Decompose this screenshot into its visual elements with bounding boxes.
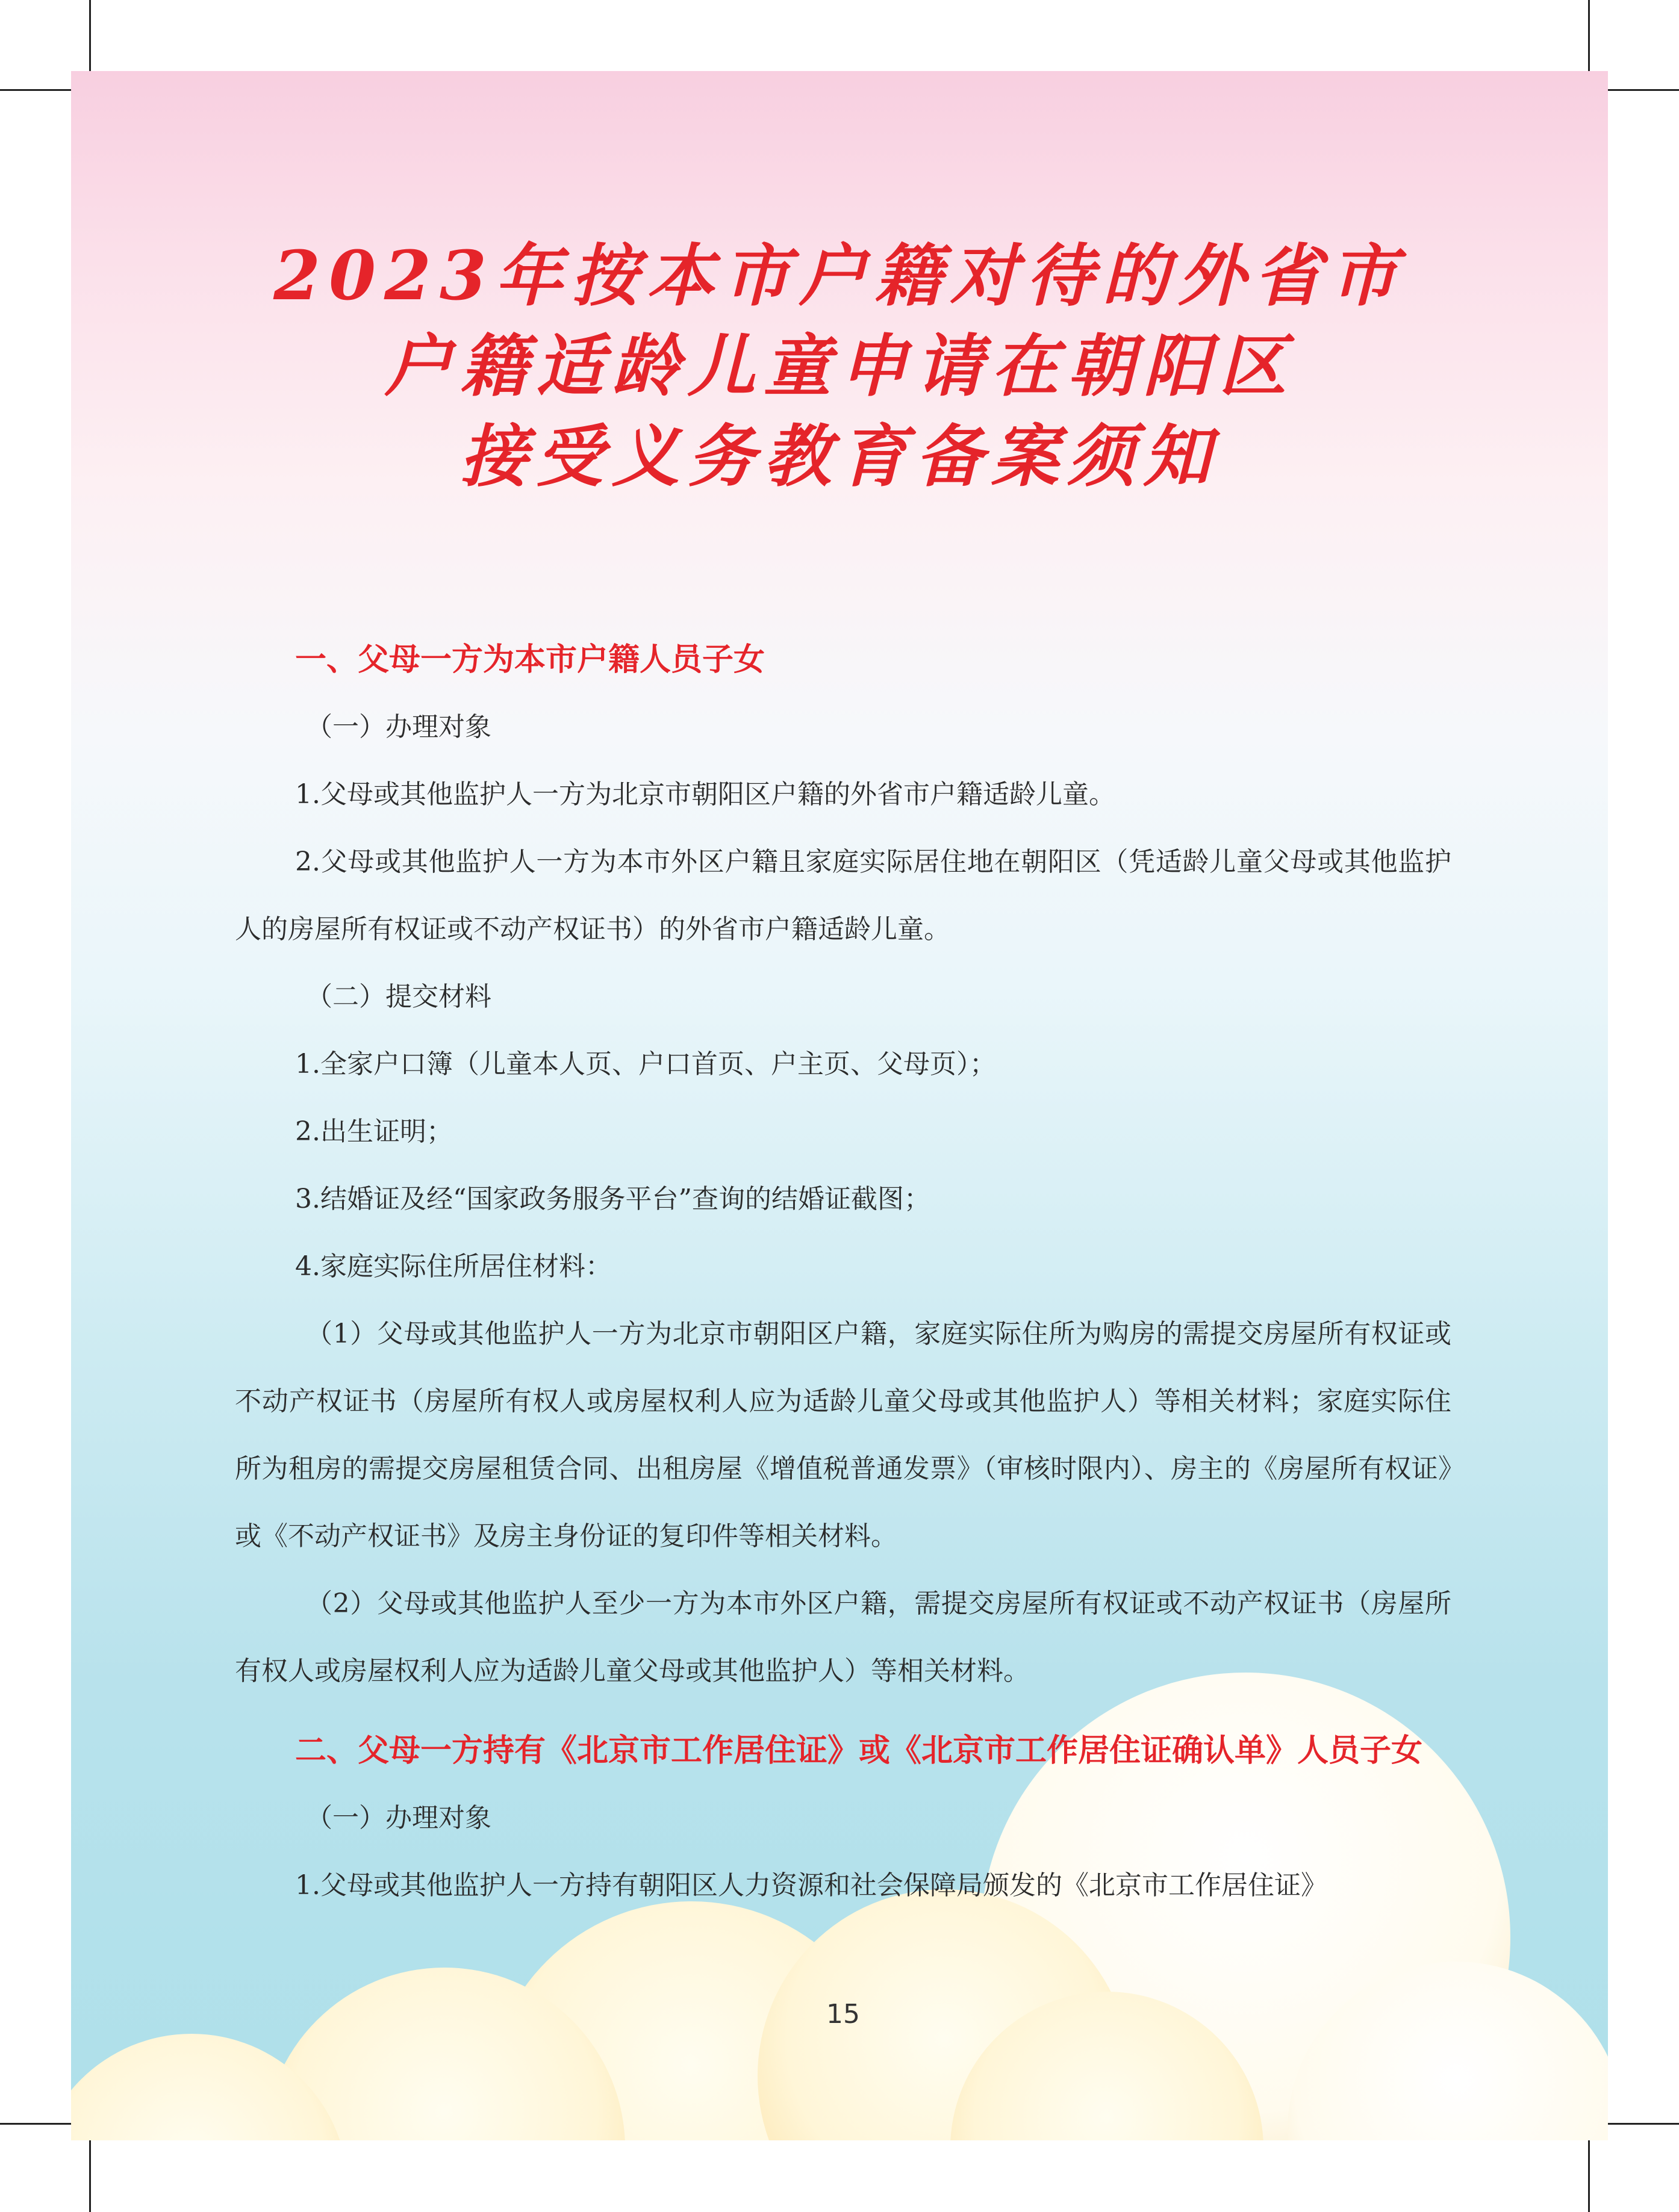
material-1: 1.全家户口簿（儿童本人页、户口首页、户主页、父母页）； xyxy=(295,1049,996,1080)
material-2: 2.出生证明； xyxy=(295,1116,453,1147)
material-4-detail-1: （1）父母或其他监护人一方为北京市朝阳区户籍，家庭实际住所为购房的需提交房屋所有权证或不动产权证书（房屋所有权人或房屋权利人应为适龄儿童父母或其他监护人）等相关材料；家庭实际住所为租房的需提交房屋租赁合同、出租房屋《增值税普通发票》（审核时限内）、房主的《房屋所有权证》或《不动产权证书》及房主身份证的复印件等相关材料。 xyxy=(235,1319,1451,1552)
page-title xyxy=(71,231,1608,502)
section-2-target-1: 1.父母或其他监护人一方持有朝阳区人力资源和社会保障局颁发的《北京市工作居住证》 xyxy=(295,1870,1327,1901)
section-1-target-1: 1.父母或其他监护人一方为北京市朝阳区户籍的外省市户籍适龄儿童。 xyxy=(295,779,1115,810)
title-line-3: 接受义务教育备案须知 xyxy=(460,417,1219,496)
section-1-subheading-materials: （二）提交材料 xyxy=(306,981,491,1012)
section-2-heading: 二、父母一方持有《北京市工作居住证》或《北京市工作居住证确认单》人员子女 xyxy=(295,1733,1423,1769)
title-line-2: 户籍适龄儿童申请在朝阳区 xyxy=(384,327,1295,406)
material-3: 3.结婚证及经“国家政务服务平台”查询的结婚证截图； xyxy=(295,1184,930,1214)
section-2-subheading-targets: （一）办理对象 xyxy=(306,1803,491,1833)
section-1-subheading-targets: （一）办理对象 xyxy=(306,712,491,742)
material-4: 4.家庭实际住所居住材料： xyxy=(295,1251,612,1282)
document-body xyxy=(235,626,1451,1919)
title-line-1: 2023年按本市户籍对待的外省市 xyxy=(273,237,1406,315)
section-1-heading: 一、父母一方为本市户籍人员子女 xyxy=(295,642,765,678)
material-4-detail-2: （2）父母或其他监护人至少一方为本市外区户籍，需提交房屋所有权证或不动产权证书（房屋所有权人或房屋权利人应为适龄儿童父母或其他监护人）等相关材料。 xyxy=(235,1588,1451,1686)
section-1-target-2: 2.父母或其他监护人一方为本市外区户籍且家庭实际居住地在朝阳区（凭适龄儿童父母或其他监护人的房屋所有权证或不动产权证书）的外省市户籍适龄儿童。 xyxy=(235,847,1451,945)
page-number: 15 xyxy=(826,1999,860,2030)
